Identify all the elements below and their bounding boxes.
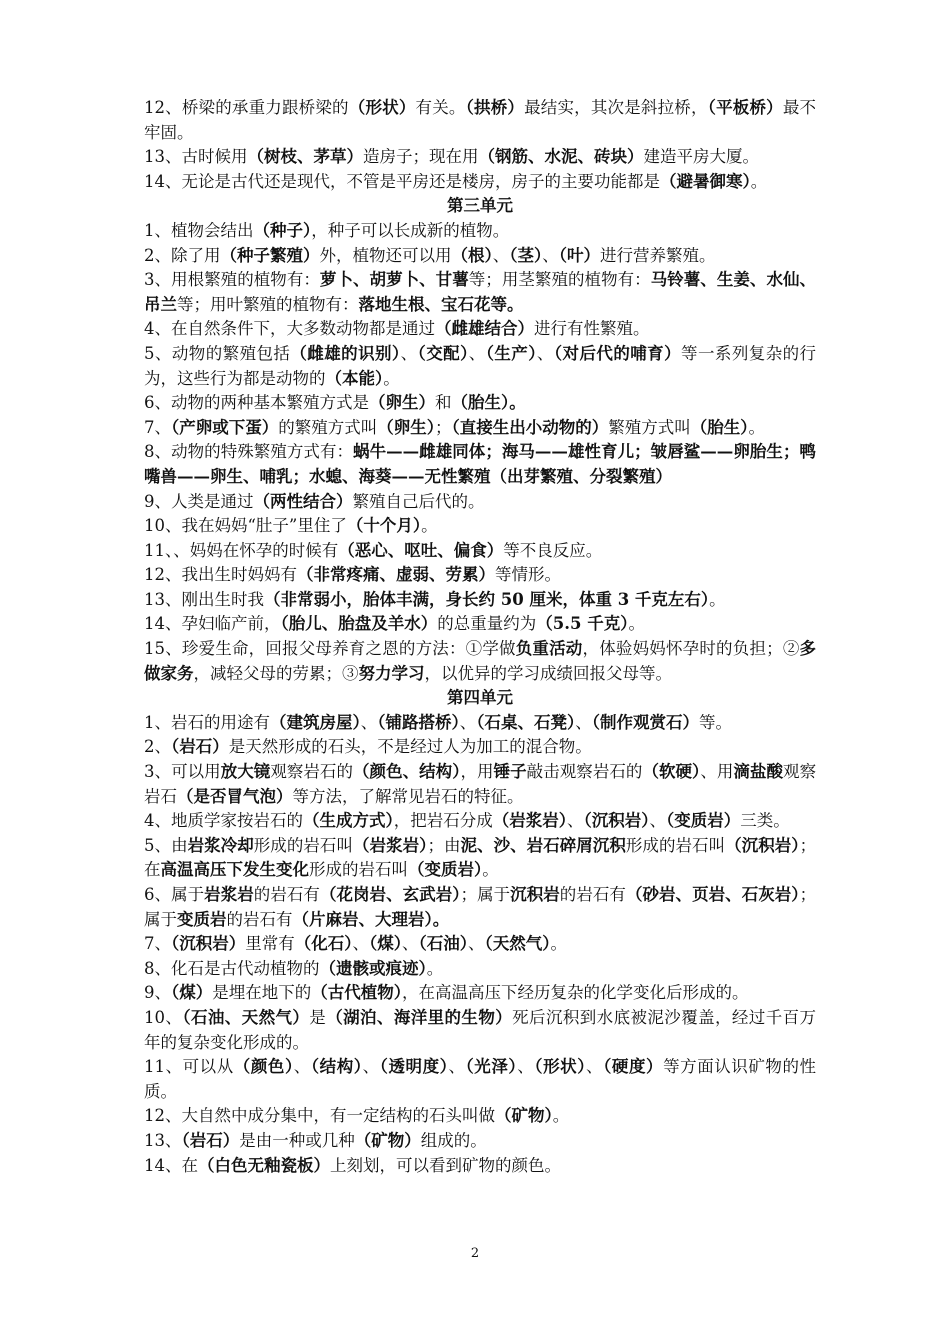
question-text: 的总重量约为: [437, 614, 537, 634]
question-text: 观察岩石的: [270, 762, 353, 782]
question-text: 。: [426, 958, 444, 978]
answer-text: 岩浆冷却: [187, 835, 254, 855]
answer-text: （湖泊、海洋里的生物）: [326, 1007, 513, 1027]
answer-text: （软硬）: [642, 762, 701, 782]
list-item: [144, 932, 816, 957]
answer-text: （钢筋、水泥、砖块）: [478, 147, 644, 167]
question-text: ；由: [427, 835, 461, 855]
answer-text: （避暑御寒）: [660, 171, 751, 191]
question-text: 9、人类是通过: [144, 491, 254, 511]
answer-text: （形状）: [348, 98, 416, 117]
question-text: 的岩石有: [226, 909, 293, 929]
question-text: 11、、妈妈在怀孕的时候有: [144, 540, 339, 560]
answer-text: （颜色）: [233, 1057, 294, 1077]
question-text: 。: [421, 516, 438, 536]
question-text: 9、: [144, 983, 171, 1003]
question-text: 等；用叶繁殖的植物有：: [177, 294, 359, 314]
question-text: 的岩石有: [253, 885, 320, 904]
question-text: 、: [586, 1057, 604, 1077]
question-text: ；在: [144, 835, 817, 880]
question-text: 和: [435, 393, 452, 413]
list-item: [144, 268, 816, 317]
page-number: 2: [470, 1246, 480, 1261]
list-item: [144, 1129, 816, 1154]
list-item: [144, 145, 816, 170]
question-text: ，减轻父母的劳累；③: [193, 663, 359, 683]
answer-text: （沉积岩）: [725, 835, 800, 855]
answer-text: （颜色、结构）: [353, 762, 461, 782]
question-text: 15、珍爱生命，回报父母养育之恩的方法：①学做: [144, 639, 516, 659]
question-text: 、: [492, 245, 510, 265]
answer-text: （矿物）: [354, 1130, 421, 1150]
answer-text: （恶心、呕吐、偏食）: [338, 540, 504, 560]
answer-text: （茎）: [509, 245, 543, 265]
question-text: 、用: [700, 762, 734, 782]
question-text: 。: [628, 614, 645, 634]
answer-text: （岩石）: [181, 1130, 240, 1150]
question-text: 形成的岩石叫: [309, 860, 408, 880]
question-text: 的岩石有: [559, 885, 626, 904]
question-text: ；: [435, 417, 452, 437]
question-text: 10、: [144, 1007, 183, 1027]
question-text: 、: [448, 1057, 466, 1077]
question-text: 8、动物的特殊繁殖方式有：: [144, 442, 354, 462]
question-text: 。: [550, 934, 567, 954]
question-text: 、: [468, 934, 485, 954]
question-text: 、: [649, 811, 666, 831]
question-text: 等不良反应。: [503, 540, 603, 560]
question-text: 、: [542, 245, 559, 265]
list-item: [144, 809, 816, 834]
answer-text: （拱桥）: [465, 98, 525, 117]
question-text: 、: [362, 1057, 380, 1077]
answer-text: （生成方式）: [303, 811, 394, 831]
question-text: 。: [482, 860, 499, 880]
question-text: 。: [383, 368, 400, 388]
question-text: 繁殖自己后代的。: [352, 491, 485, 511]
answer-text: （非常疼痛、虚弱、劳累）: [297, 565, 495, 585]
list-item: [144, 1154, 816, 1179]
answer-text: （石油、天然气）: [182, 1007, 310, 1027]
list-item: [144, 711, 816, 736]
question-text: 建造平房大厦。: [643, 147, 759, 167]
question-text: ，把岩石分成: [393, 811, 493, 831]
question-text: 、: [567, 811, 584, 831]
answer-text: （沉积岩）: [171, 934, 246, 954]
question-text: ，体验妈妈怀孕时的负担；②: [582, 639, 800, 659]
question-text: 进行营养繁殖。: [600, 245, 716, 265]
question-text: 形成的岩石叫: [253, 835, 353, 855]
question-text: 是由一种或几种: [239, 1130, 355, 1150]
question-text: 是天然形成的石头，不是经过人为加工的混合物。: [228, 737, 592, 757]
answer-text: （十个月）: [346, 516, 422, 536]
question-text: 14、在: [144, 1155, 198, 1175]
question-text: 、: [517, 1057, 535, 1077]
question-text: 外，植物还可以用: [319, 245, 452, 265]
question-text: 、: [360, 712, 378, 732]
question-text: 、: [400, 343, 418, 363]
list-item: [144, 612, 816, 637]
answer-text: 马铃薯、生姜、水仙、吊兰: [144, 270, 817, 314]
answer-text: （制作观赏石）: [591, 712, 699, 732]
answer-text: （煤）: [369, 934, 402, 954]
answer-text: （硬度）: [603, 1057, 664, 1077]
answer-text: 放大镜: [220, 762, 271, 782]
question-text: 观察岩石: [144, 762, 817, 806]
question-text: 最不牢固。: [144, 98, 816, 142]
question-text: 等一系列复杂的行为，这些行为都是动物的: [144, 343, 817, 388]
list-item: [144, 244, 816, 269]
question-text: 2、除了用: [144, 245, 221, 265]
answer-text: （古代植物）: [311, 983, 402, 1003]
question-text: 14、无论是古代还是现代，不管是平房还是楼房，房子的主要功能都是: [144, 171, 660, 191]
answer-text: （矿物）: [495, 1106, 553, 1126]
answer-text: 努力学习: [358, 663, 425, 683]
list-item: [144, 957, 816, 982]
answer-text: （岩石）: [171, 737, 229, 757]
question-text: 14、孕妇临产前，: [144, 614, 281, 634]
answer-text: （卵生）: [377, 417, 435, 437]
list-item: [144, 1055, 816, 1104]
answer-text: （砂岩、页岩、石灰岩）: [625, 885, 800, 904]
list-item: [144, 96, 816, 145]
answer-text: 岩浆岩: [204, 885, 254, 904]
answer-text: （岩浆岩）: [353, 835, 428, 855]
answer-text: （沉积岩）: [583, 811, 650, 831]
question-text: 。: [709, 589, 726, 609]
question-text: ；属于: [144, 885, 817, 929]
question-text: 6、属于: [144, 885, 205, 904]
question-text: ；属于: [460, 885, 511, 904]
answer-text: （种子繁殖）: [220, 245, 320, 265]
answer-text: （两性结合）: [253, 491, 353, 511]
question-text: 、: [575, 712, 592, 732]
answer-text: （根）: [451, 245, 493, 265]
answer-text: （形状）: [534, 1057, 587, 1077]
answer-text: 锤子: [493, 762, 527, 782]
question-text: 组成的。: [420, 1130, 487, 1150]
question-text: 繁殖方式叫: [608, 417, 691, 437]
answer-text: （透明度）: [379, 1057, 449, 1077]
section-heading: 第四单元: [447, 688, 513, 708]
question-text: 有关。: [415, 98, 466, 117]
list-item: [144, 391, 816, 416]
answer-text: （花岗岩、玄武岩）: [319, 885, 461, 904]
answer-text: （天然气）: [484, 934, 551, 954]
answer-text: （产卵或下蛋）: [171, 417, 279, 437]
question-text: 6、动物的两种基本繁殖方式是: [144, 393, 369, 413]
answer-text: （5.5 千克）: [536, 614, 629, 634]
answer-text: （变质岩）: [666, 811, 741, 831]
question-text: 12、我出生时妈妈有: [144, 565, 297, 585]
list-item: [144, 539, 816, 564]
answer-text: （胎儿、胎盘及羊水）: [280, 614, 438, 634]
answer-text: （雌雄结合）: [435, 319, 534, 339]
answer-text: 萝卜、胡萝卜、甘薯: [319, 270, 469, 290]
answer-text: （片麻岩、大理岩）。: [292, 909, 450, 929]
list-item: [144, 735, 816, 760]
answer-text: （树枝、茅草）: [247, 147, 363, 167]
question-text: 。: [750, 171, 768, 191]
question-text: 7、: [144, 417, 171, 437]
list-item: [144, 588, 816, 613]
question-text: 、: [402, 934, 419, 954]
answer-text: 滴盐酸: [733, 762, 784, 782]
question-text: 10、我在妈妈“肚子”里住了: [144, 516, 347, 536]
question-text: 死后沉积到水底被泥沙覆盖，经过千百万年的复杂变化形成的。: [144, 1007, 817, 1052]
answer-text: （白色无釉瓷板）: [198, 1155, 330, 1175]
answer-text: （石桌、石凳）: [476, 712, 576, 732]
question-text: 造房子；现在用: [363, 147, 479, 167]
question-text: 5、动物的繁殖包括: [144, 343, 291, 363]
answer-text: （交配）: [417, 343, 469, 363]
question-text: 等。: [699, 712, 732, 732]
list-item: [144, 834, 816, 883]
answer-text: （岩浆岩）: [492, 811, 567, 831]
question-text: 等情形。: [495, 565, 561, 585]
list-item: [144, 981, 816, 1006]
answer-text: （结构）: [310, 1057, 363, 1077]
question-text: 5、由: [144, 835, 188, 855]
list-item: [144, 317, 816, 342]
question-text: ，种子可以长成新的植物。: [311, 220, 510, 240]
answer-text: （建筑房屋）: [270, 712, 361, 732]
answer-text: 蜗牛——雌雄同体；海马——雄性育儿；皱唇鲨——卵胎生；鸭嘴兽——卵生、哺乳；水螅、海葵——无性繁殖（出芽繁殖、分裂繁殖）: [144, 442, 817, 486]
answer-text: （是否冒气泡）: [177, 786, 293, 806]
question-text: 形成的岩石叫: [625, 835, 726, 855]
list-item: [144, 883, 816, 932]
question-text: 7、: [144, 934, 171, 954]
list-item: [144, 170, 816, 195]
question-text: 。: [748, 417, 765, 437]
list-item: [144, 1006, 816, 1055]
question-text: 等方法，了解常见岩石的特征。: [292, 786, 524, 806]
answer-text: （石油）: [418, 934, 468, 954]
answer-text: 泥、沙、岩石碎屑沉积: [460, 835, 626, 855]
question-text: 1、植物会结出: [144, 220, 254, 240]
answer-text: （对后代的哺育）: [553, 343, 682, 363]
answer-text: （遗骸或痕迹）: [319, 958, 427, 978]
answer-text: （直接生出小动物的）: [451, 417, 609, 437]
question-text: 、: [459, 712, 477, 732]
answer-text: 多做家务: [144, 639, 817, 683]
list-item: [144, 219, 816, 244]
answer-text: （卵生）: [369, 393, 435, 413]
answer-text: 高温高压下发生变化: [160, 860, 309, 880]
question-text: 8、化石是古代动植物的: [144, 958, 320, 978]
answer-text: （化石）: [294, 934, 353, 954]
question-text: ，以优异的学习成绩回报父母等。: [424, 663, 672, 683]
question-text: 、: [536, 343, 554, 363]
question-text: 3、用根繁殖的植物有：: [144, 270, 320, 290]
question-text: 12、大自然中成分集中，有一定结构的石头叫做: [144, 1106, 495, 1126]
list-item: [144, 514, 816, 539]
answer-text: 变质岩: [177, 909, 227, 929]
question-text: 4、在自然条件下，大多数动物都是通过: [144, 319, 435, 339]
question-text: ，在高温高压下经历复杂的化学变化后形成的。: [402, 983, 749, 1003]
list-item: [144, 440, 816, 489]
question-text: 13、古时候用: [144, 147, 248, 167]
question-text: 的繁殖方式叫: [278, 417, 378, 437]
section-heading: 第三单元: [447, 196, 513, 216]
question-text: 1、岩石的用途有: [144, 712, 270, 732]
question-text: 三类。: [740, 811, 790, 831]
question-text: 11、可以从: [144, 1057, 234, 1077]
question-text: 12、桥梁的承重力跟桥梁的: [144, 98, 349, 117]
answer-text: （非常弱小，胎体丰满，身长约 50 厘米，体重 3 千克左右）: [264, 589, 710, 609]
answer-text: （平板桥）: [707, 98, 783, 117]
answer-text: （煤）: [171, 983, 213, 1003]
question-text: 、: [352, 934, 369, 954]
question-text: 上刻划，可以看到矿物的颜色。: [330, 1155, 561, 1175]
answer-text: 落地生根、宝石花等。: [358, 294, 524, 314]
answer-text: （生产）: [485, 343, 537, 363]
list-item: [144, 1104, 816, 1129]
answer-text: （本能）: [325, 368, 384, 388]
question-text: 等；用茎繁殖的植物有：: [468, 270, 651, 290]
list-item: [144, 637, 816, 686]
list-item: [144, 416, 816, 441]
answer-text: （种子）: [253, 220, 312, 240]
answer-text: （胎生）。: [451, 393, 526, 413]
answer-text: 负重活动: [515, 639, 583, 659]
answer-text: （变质岩）: [408, 860, 483, 880]
answer-text: （胎生）: [690, 417, 749, 437]
question-text: 2、: [144, 737, 171, 757]
question-text: 敲击观察岩石的: [526, 762, 643, 782]
list-item: [144, 563, 816, 588]
answer-text: （光泽）: [465, 1057, 518, 1077]
list-item: [144, 342, 816, 391]
question-text: 等方面认识矿物的性质。: [144, 1057, 817, 1101]
question-text: ，用: [460, 762, 494, 782]
question-text: 里常有: [245, 934, 295, 954]
question-text: 、: [468, 343, 486, 363]
list-item: [144, 760, 816, 809]
question-text: 。: [552, 1106, 570, 1126]
answer-text: 沉积岩: [510, 885, 560, 904]
question-text: 是: [309, 1007, 327, 1027]
answer-text: （铺路搭桥）: [377, 712, 460, 732]
answer-text: （叶）: [558, 245, 600, 265]
question-text: 4、地质学家按岩石的: [144, 811, 303, 831]
question-text: 3、可以用: [144, 762, 221, 782]
list-item: [144, 490, 816, 515]
question-text: 进行有性繁殖。: [534, 319, 650, 339]
question-text: 、: [293, 1057, 311, 1077]
document-body: [144, 96, 816, 1178]
question-text: 是埋在地下的: [212, 983, 312, 1003]
question-text: 最结实，其次是斜拉桥，: [524, 98, 708, 117]
answer-text: （雌雄的识别）: [290, 343, 401, 363]
question-text: 13、刚出生时我: [144, 589, 264, 609]
question-text: 13、: [144, 1130, 182, 1150]
